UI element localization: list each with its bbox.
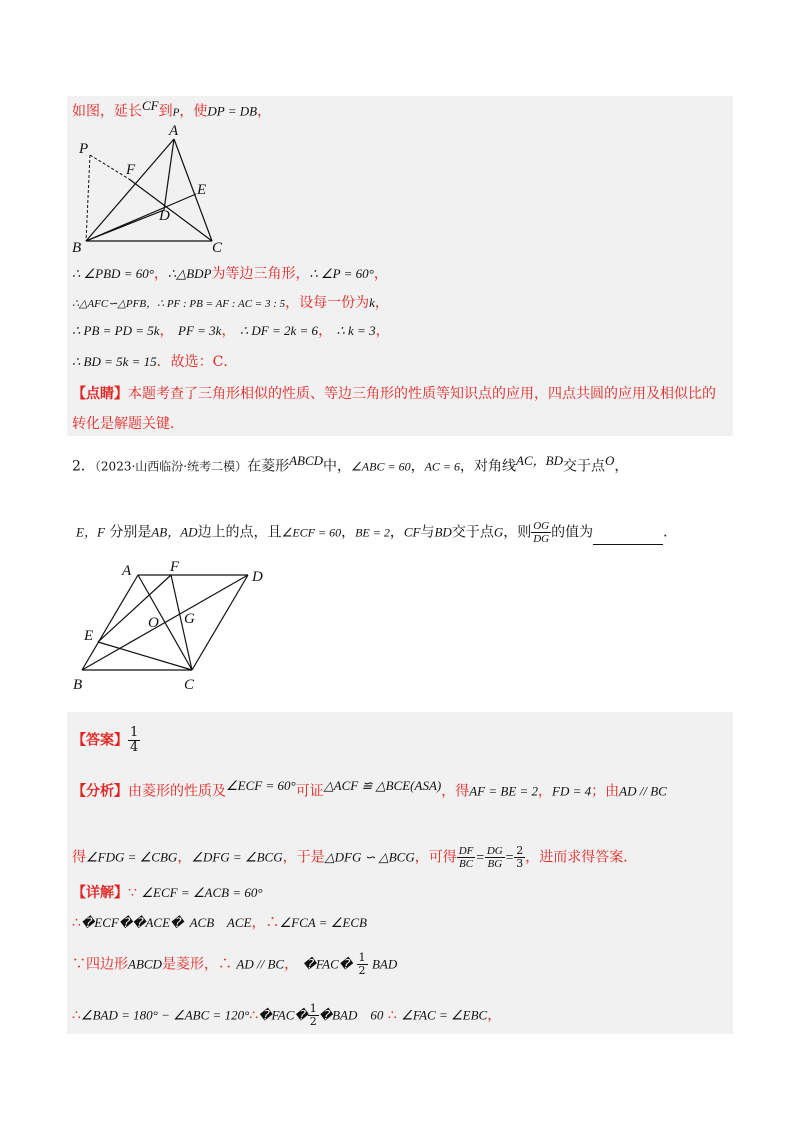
comment-text: 本题考查了三角形相似的性质、等边三角形的性质等知识点的应用，四点共圆的应用及相似比的 — [128, 386, 716, 402]
fraction-2-3 — [514, 845, 525, 870]
math: ∴ DF = 2k = 6 — [239, 323, 319, 338]
solution-1-line-4 — [72, 320, 390, 340]
answer-blank[interactable] — [593, 531, 663, 545]
math: AC，BD — [516, 453, 563, 468]
detail-label: 【详解】 — [72, 885, 128, 901]
answer-2-background — [67, 712, 733, 1034]
denominator: 2 — [358, 964, 366, 977]
comment-line-1 — [72, 383, 716, 403]
math: ∠BAD = 180° − ∠ABC = 120° — [80, 1007, 250, 1023]
fraction-og-dg — [531, 520, 551, 545]
text: 可证 — [295, 783, 324, 800]
text: 中， — [323, 458, 352, 475]
solution-1-line-3 — [72, 292, 389, 312]
text: ， — [389, 524, 404, 541]
fraction-dg-bg — [485, 845, 505, 870]
solution-1-line-2 — [72, 263, 388, 283]
math: ∠ECF = ∠ACB = 60° — [141, 885, 263, 900]
problem-2-line-1 — [72, 450, 628, 476]
label-p: P — [79, 141, 89, 157]
label-a: A — [169, 123, 179, 139]
analysis-line-1 — [72, 778, 667, 801]
text: 交于点 — [451, 524, 494, 541]
equals: = — [504, 850, 515, 866]
figure-triangle-abc — [70, 120, 240, 255]
math: AB，AD — [151, 524, 198, 540]
label-c: C — [212, 240, 223, 255]
text: ， — [538, 783, 553, 800]
math: ∠FCA = ∠ECB — [279, 915, 367, 930]
math: ∴ ∠P = 60° — [309, 266, 374, 281]
math: G — [493, 524, 504, 540]
text: ；由 — [591, 783, 620, 800]
math: ABCD — [289, 453, 324, 468]
problem-number: 2． — [72, 458, 95, 475]
text: ， — [487, 1007, 502, 1024]
text: ，对角线 — [460, 458, 517, 475]
therefore-symbol: ∴ — [72, 1007, 81, 1024]
text: ， — [410, 458, 425, 475]
math: E，F — [76, 524, 105, 540]
text: ， — [375, 323, 390, 339]
text: ，则 — [503, 524, 532, 541]
math: FD = 4 — [552, 783, 592, 799]
detail-line-4 — [72, 1003, 501, 1028]
math: ∠FDG = ∠CBG — [86, 849, 178, 865]
comment-line-2 — [72, 413, 184, 433]
label-c: C — [184, 677, 195, 693]
text: 在菱形 — [247, 458, 290, 475]
text: ， — [177, 849, 192, 866]
therefore-symbol: ∴ — [72, 915, 81, 931]
solution-1-line-1 — [72, 98, 271, 121]
side-cd — [192, 575, 248, 670]
equals: = — [475, 850, 485, 866]
text: ，进而求得答案． — [525, 849, 638, 866]
label-f: F — [170, 559, 180, 575]
comment-label: 【点睛】 — [72, 386, 128, 402]
text: 如图，延长 — [72, 103, 142, 120]
label-d: D — [252, 569, 263, 585]
math: ∴ k = 3 — [336, 323, 376, 338]
label-o: O — [148, 615, 159, 631]
text: ， — [374, 295, 389, 311]
math: BAD — [371, 956, 398, 972]
text: ，得 — [441, 783, 470, 800]
text: ， — [614, 458, 629, 475]
fraction-half — [357, 952, 368, 977]
problem-source: （2023·山西临汾·统考二模） — [94, 459, 248, 474]
math: AF = BE = 2 — [469, 783, 539, 799]
segment-bd — [86, 210, 164, 241]
denominator: BC — [459, 858, 474, 870]
text: 的值为 — [551, 524, 594, 541]
label-e: E — [197, 182, 207, 198]
dashed-pf — [90, 155, 129, 179]
answer-label: 【答案】 — [72, 732, 128, 749]
denominator: 2 — [309, 1015, 317, 1028]
segment-ef — [98, 575, 171, 642]
problem-2-line-2 — [76, 520, 677, 545]
solution-1-line-5 — [72, 351, 237, 371]
math-dp-db: DP = DB — [207, 103, 258, 119]
side-ab — [82, 575, 138, 670]
text: ， — [373, 266, 388, 282]
fraction-half — [308, 1003, 319, 1028]
math: PF = 3k — [178, 323, 222, 338]
label-d: D — [159, 208, 170, 224]
denominator: DG — [533, 533, 550, 545]
text: ， — [284, 956, 299, 973]
therefore-symbol: ∴ — [387, 1007, 397, 1024]
label-f: F — [126, 162, 136, 178]
label-b: B — [73, 677, 83, 693]
math: AC = 6 — [424, 459, 461, 474]
text: 为等边三角形， — [211, 266, 310, 282]
text: ， — [221, 323, 236, 339]
because-symbol: ∵ — [72, 956, 86, 973]
text: 分别是 — [109, 524, 152, 541]
label-b: B — [72, 240, 82, 255]
label-g: G — [184, 611, 195, 627]
math: ∴ BD = 5k = 15 — [72, 354, 157, 369]
denominator: BG — [487, 858, 503, 870]
numerator: 1 — [358, 951, 366, 964]
because-symbol: ∵ — [128, 885, 137, 901]
math: ∠ECF = 60 — [281, 525, 342, 540]
math-k: k — [369, 295, 375, 310]
math: ∴△AFC∽△PFB，∴ PF : PB = AF : AC = 3 : 5 — [72, 298, 286, 310]
math: BD — [434, 524, 452, 540]
comment-text: 转化是解题关键． — [72, 416, 184, 432]
analysis-label: 【分析】 — [72, 783, 128, 800]
therefore-symbol: ∴ — [249, 1007, 259, 1024]
therefore-symbol: ∴ — [265, 915, 280, 931]
math: CF — [403, 524, 421, 540]
text: ，于是 — [282, 849, 325, 866]
figure-rhombus-abcd — [70, 555, 280, 695]
math-p: P — [172, 106, 180, 119]
numerator: OG — [533, 520, 550, 532]
answer-fraction — [128, 726, 140, 755]
math: ∴ PB = PD = 5k — [72, 323, 160, 338]
therefore-symbol: ∴ — [217, 956, 232, 973]
text: 由菱形的性质及 — [128, 783, 226, 800]
text: ，使 — [179, 103, 208, 120]
math: ∠FAC = ∠EBC — [401, 1007, 488, 1023]
text: ， — [341, 524, 356, 541]
math: ∠DFG = ∠BCG — [191, 849, 283, 865]
text: ，设每一份为 — [285, 295, 370, 311]
math: �ECF��ACE� ACB ACE — [80, 915, 252, 930]
numerator: DG — [486, 845, 503, 857]
answer-line — [72, 726, 140, 755]
detail-line-3 — [72, 952, 397, 977]
fraction-df-bc — [457, 845, 476, 870]
text: ．故选：C． — [156, 354, 238, 370]
text: ． — [663, 524, 678, 541]
text: 边上的点，且 — [197, 524, 282, 541]
text: ， — [318, 323, 333, 339]
numerator: 1 — [130, 725, 139, 740]
text: ， — [159, 323, 174, 339]
math: ∠ABC = 60 — [351, 459, 411, 474]
numerator: 2 — [516, 844, 524, 857]
text: 四边形 — [86, 956, 128, 973]
label-a: A — [122, 563, 132, 579]
diagonal-bd — [82, 575, 248, 670]
label-e: E — [84, 628, 94, 644]
analysis-line-2 — [72, 845, 637, 870]
math: AD // BC — [619, 783, 667, 799]
text: ， — [251, 915, 266, 931]
math: �FAC� — [258, 1007, 308, 1023]
numerator: 1 — [309, 1002, 317, 1015]
math: AD // BC — [236, 956, 285, 972]
math: ∠ECF = 60° — [226, 778, 296, 793]
text: ， — [153, 266, 168, 282]
math: △ACF ≌ △BCE(ASA) — [323, 778, 442, 793]
text: 是菱形， — [161, 956, 218, 973]
math: ∴ ∠PBD = 60° — [72, 266, 154, 281]
text: 到 — [158, 103, 173, 120]
segment-ac — [174, 139, 212, 241]
denominator: 4 — [130, 740, 139, 755]
math: �FAC� — [302, 956, 353, 972]
text: 得 — [72, 849, 86, 866]
dashed-pb — [86, 155, 90, 241]
math: O — [604, 453, 615, 468]
math: �BAD 60 — [318, 1007, 384, 1023]
numerator: DF — [458, 845, 474, 857]
math: △DFG ∽ △BCG — [324, 849, 415, 865]
segment-ab — [86, 139, 174, 241]
detail-line-1 — [72, 882, 263, 902]
math: ∴△BDP — [167, 266, 212, 281]
math: ABCD — [128, 956, 162, 972]
text: ， — [257, 103, 272, 120]
text: 与 — [420, 524, 435, 541]
math-cf: CF — [142, 98, 159, 113]
denominator: 3 — [516, 857, 524, 870]
detail-line-2 — [72, 912, 367, 932]
math: BE = 2 — [355, 525, 390, 540]
text: 交于点 — [562, 458, 605, 475]
text: ，可得 — [414, 849, 457, 866]
